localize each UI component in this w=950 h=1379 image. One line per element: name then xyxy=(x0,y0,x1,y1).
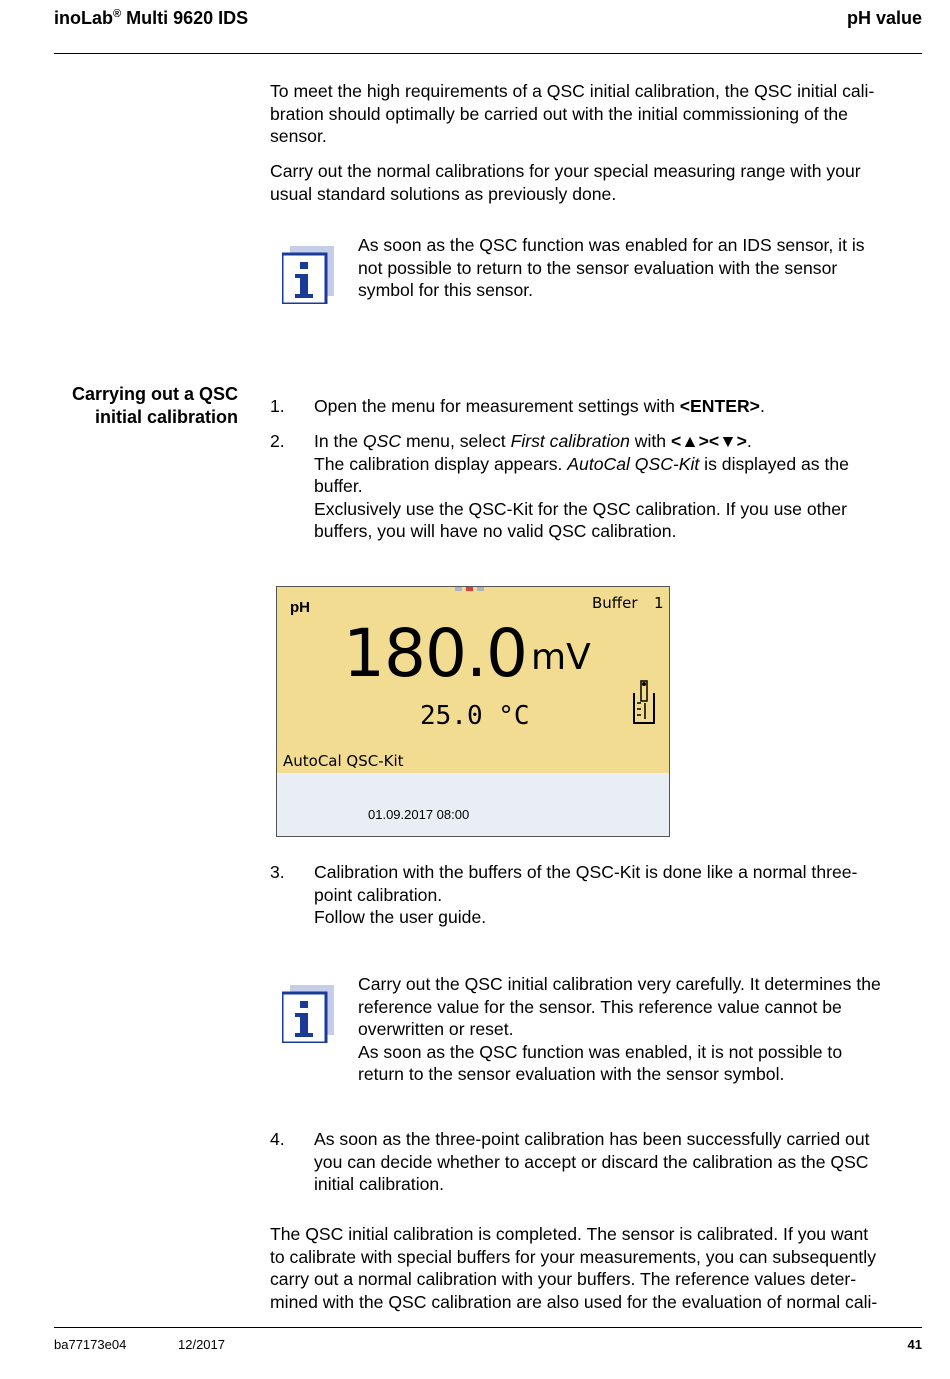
document-header-title xyxy=(54,8,248,29)
text: In the xyxy=(314,431,363,451)
note-1 xyxy=(358,234,918,302)
step-text: Open the menu for measurement settings with xyxy=(314,396,680,416)
step-number: 2. xyxy=(270,431,285,451)
menu-name: QSC xyxy=(362,431,402,451)
measured-unit: mV xyxy=(531,637,591,678)
section-title: pH value xyxy=(846,8,922,28)
step-line: you can decide whether to accept or discard the calibration as the QSC xyxy=(314,1151,869,1172)
footer-rule xyxy=(54,1327,922,1328)
buffer-number: 1 xyxy=(654,594,664,612)
enter-key: <ENTER> xyxy=(679,396,760,416)
text-line: Carry out the QSC initial calibration very carefully. It determines the xyxy=(358,974,881,994)
step-line: point calibration. xyxy=(314,884,443,905)
step-number: 3. xyxy=(270,862,285,882)
header-rule xyxy=(54,53,922,54)
text-line: return to the sensor evaluation with the sensor symbol. xyxy=(358,1064,785,1084)
status-indicator xyxy=(455,587,484,591)
text-line: reference value for the sensor. This reference value cannot be xyxy=(358,996,842,1017)
text: is displayed as the xyxy=(699,453,849,474)
text-line: carry out a normal calibration with your buffers. The reference values deter- xyxy=(270,1269,857,1289)
registered-mark: ® xyxy=(113,8,122,20)
menu-item: First calibration xyxy=(510,431,630,451)
info-icon xyxy=(282,246,334,304)
text-line: Carry out the normal calibrations for your special measuring range with your xyxy=(270,161,861,181)
note-2 xyxy=(358,973,918,1086)
closing-paragraph xyxy=(270,1223,920,1313)
text: with xyxy=(629,431,671,451)
calibration-set-label: AutoCal QSC-Kit xyxy=(283,752,404,770)
step-line: As soon as the three-point calibration has been successfully carried out xyxy=(314,1129,870,1149)
intro-paragraph-1 xyxy=(270,80,920,148)
measured-value: 180.0 xyxy=(343,615,527,692)
step-line: Calibration with the buffers of the QSC-Kit is done like a normal three- xyxy=(314,862,858,882)
intro-paragraph-2 xyxy=(270,160,920,205)
text-line: As soon as the QSC function was enabled, it is not possible to xyxy=(358,1041,843,1062)
text-line: not possible to return to the sensor evaluation with the sensor xyxy=(358,257,838,278)
text-line: overwritten or reset. xyxy=(358,1019,514,1039)
side-heading xyxy=(72,383,238,428)
step-line: Exclusively use the QSC-Kit for the QSC calibration. If you use other xyxy=(314,498,847,519)
step-line xyxy=(314,453,914,476)
info-icon xyxy=(282,985,334,1043)
status-bar xyxy=(277,773,669,836)
indicator-dot xyxy=(466,587,473,591)
step-number: 1. xyxy=(270,396,285,416)
product-suffix: Multi 9620 IDS xyxy=(126,8,249,28)
side-heading-line: Carrying out a QSC xyxy=(71,384,238,404)
page-number: 41 xyxy=(907,1337,922,1352)
beaker-electrode-icon xyxy=(631,679,657,727)
indicator-dot xyxy=(455,587,462,591)
product-prefix: inoLab xyxy=(54,8,113,28)
arrow-keys: <▲><▼> xyxy=(670,431,747,451)
step-number: 4. xyxy=(270,1129,285,1149)
text-line: to calibrate with special buffers for your measurements, you can subsequently xyxy=(270,1246,876,1267)
text: menu, select xyxy=(401,431,511,451)
step-line: Follow the user guide. xyxy=(314,907,487,927)
text-line: The QSC initial calibration is completed. The sensor is calibrated. If you want xyxy=(270,1224,869,1244)
text-line: To meet the high requirements of a QSC initial calibration, the QSC initial cali- xyxy=(270,81,875,101)
buffer-label: Buffer xyxy=(592,594,638,612)
punct: . xyxy=(759,396,765,416)
step-line: buffers, you will have no valid QSC calibration. xyxy=(314,521,677,541)
doc-date: 12/2017 xyxy=(178,1337,225,1352)
text-line: bration should optimally be carried out with the initial commissioning of the xyxy=(270,103,848,124)
text-line: usual standard solutions as previously done. xyxy=(270,183,617,204)
step-line: buffer. xyxy=(314,476,363,496)
text: The calibration display appears. xyxy=(314,453,568,474)
buffer-name: AutoCal QSC-Kit xyxy=(567,453,700,474)
meter-display xyxy=(276,586,670,837)
text-line: sensor. xyxy=(270,126,327,146)
temperature-value: 25.0 °C xyxy=(420,701,530,731)
step-line: initial calibration. xyxy=(314,1174,445,1194)
text-line: mined with the QSC calibration are also used for the evaluation of normal cali- xyxy=(270,1291,878,1312)
doc-id: ba77173e04 xyxy=(54,1337,127,1352)
punct: . xyxy=(746,431,752,451)
measurement-mode: pH xyxy=(290,599,310,616)
text-line: symbol for this sensor. xyxy=(358,280,534,300)
indicator-dot xyxy=(477,587,484,591)
text-line: As soon as the QSC function was enabled for an IDS sensor, it is xyxy=(358,235,865,255)
side-heading-line: initial calibration xyxy=(94,406,238,427)
date-time: 01.09.2017 08:00 xyxy=(368,807,470,822)
step-line xyxy=(314,430,914,453)
